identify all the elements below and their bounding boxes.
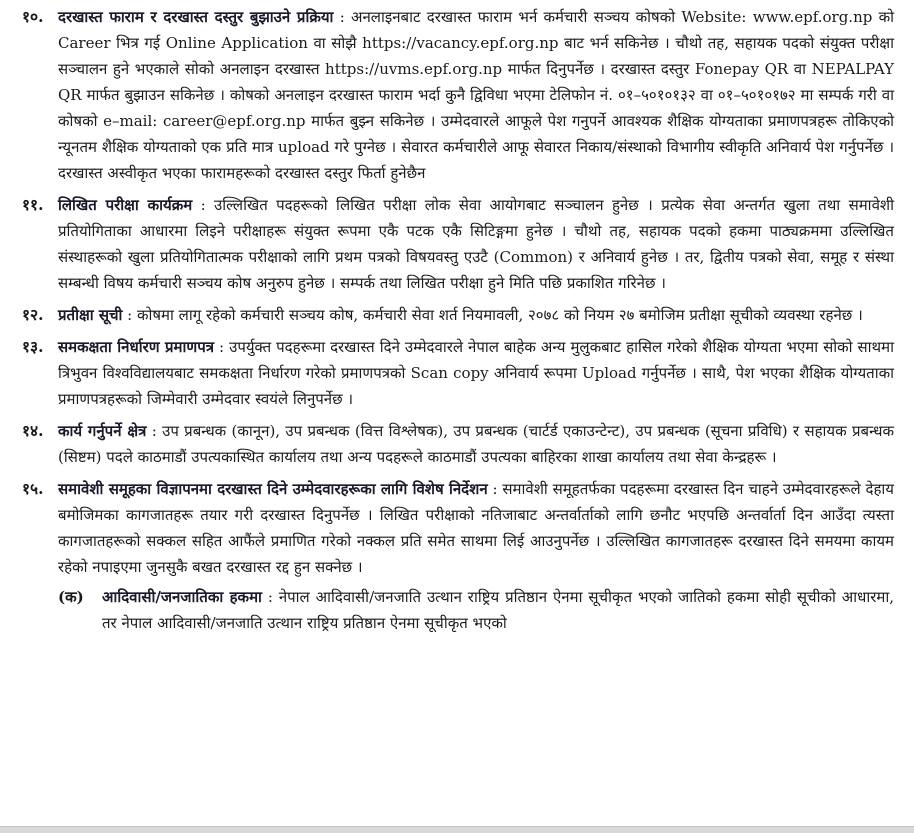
page-bottom-edge xyxy=(0,826,914,833)
section-heading: समावेशी समूहका विज्ञापनमा दरखास्त दिने उम्मेदवारहरूका लागि विशेष निर्देशन xyxy=(58,480,488,498)
section-heading: प्रतीक्षा सूची xyxy=(58,306,123,324)
section-body: : उपर्युक्त पदहरूमा दरखास्त दिने उम्मेदवारले नेपाल बाहेक अन्य मुलुकबाट हासिल गरेको शैक्षिक योग्यता भएमा सोको साथमा त्रिभुवन विश्वविद्यालयबाट समकक्षता निर्धारण गरेको प्रमाणपत्रको Scan copy अनिवार्य रूपमा Upload गर्नुपर्नेछ । साथै, पेश भएका शैक्षिक योग्यताका प्रमाणपत्रहरूको जिम्मेवारी उम्मेदवार स्वयंले लिनुपर्नेछ । xyxy=(58,338,894,408)
section-paragraph xyxy=(58,476,894,580)
section-paragraph xyxy=(58,302,894,328)
subsection-heading: आदिवासी/जनजातिका हकमा xyxy=(102,588,262,606)
section-body: : समावेशी समूहतर्फका पदहरूमा दरखास्त दिन चाहने उम्मेदवारहरूले देहाय बमोजिमका कागजातहरू तयार गरी दरखास्त दिनुपर्नेछ । लिखित परीक्षाको नतिजाबाट अन्तर्वार्ताको लागि छनौट भएपछि अन्तर्वार्ता दिन आउँदा त्यस्ता कागजातहरूको सक्कल सहित आफैंले प्रमाणित गरेको नक्कल प्रति समेत साथमा लिई आउनुपर्नेछ । उल्लिखित कागजातहरू दरखास्त दिने समयमा कायम रहेको नपाइएमा जुनसुकै बखत दरखास्त रद्द हुन सक्नेछ । xyxy=(58,480,895,576)
section-number: १५. xyxy=(22,479,44,498)
section-number: १०. xyxy=(22,7,44,26)
section-number: १२. xyxy=(22,305,44,324)
section-paragraph xyxy=(58,334,894,412)
section-15 xyxy=(22,476,894,580)
subsection-ka xyxy=(58,584,894,636)
section-13 xyxy=(22,334,894,412)
section-number: १३. xyxy=(22,337,44,356)
subsection-label: (क) xyxy=(58,588,84,606)
section-body: : उप प्रबन्धक (कानून), उप प्रबन्धक (वित्त विश्लेषक), उप प्रबन्धक (चार्टर्ड एकाउन्टेन्ट), उप प्रबन्धक (सूचना प्रविधि) र सहायक प्रबन्धक (सिष्टम) पदले काठमाडौं उपत्यकास्थित कार्यालय तथा अन्य पदहरूले काठमाडौं उपत्यका बाहिरका शाखा कार्यालय तथा सेवा केन्द्रहरू । xyxy=(58,422,895,466)
section-number: ११. xyxy=(22,195,44,214)
subsection-body: : नेपाल आदिवासी/जनजाति उत्थान राष्ट्रिय प्रतिष्ठान ऐनमा सूचीकृत भएको जातिको हकमा सोही सूचीको आधारमा, तर नेपाल आदिवासी/जनजाति उत्थान राष्ट्रिय प्रतिष्ठान ऐनमा सूचीकृत भएको xyxy=(102,588,894,632)
section-12 xyxy=(22,302,894,328)
section-14 xyxy=(22,418,894,470)
section-heading: समकक्षता निर्धारण प्रमाणपत्र xyxy=(58,338,215,356)
section-heading: दरखास्त फाराम र दरखास्त दस्तुर बुझाउने प्रक्रिया xyxy=(58,8,334,26)
subsection-paragraph xyxy=(102,584,894,636)
section-body: : कोषमा लागू रहेको कर्मचारी सञ्चय कोष, कर्मचारी सेवा शर्त नियमावली, २०७८ को नियम २७ बमोजिम प्रतीक्षा सूचीको व्यवस्था रहनेछ । xyxy=(122,306,863,324)
section-10 xyxy=(22,4,894,186)
section-heading: लिखित परीक्षा कार्यक्रम xyxy=(58,196,193,214)
section-paragraph xyxy=(58,192,894,296)
section-paragraph xyxy=(58,4,894,186)
section-body: : उल्लिखित पदहरूको लिखित परीक्षा लोक सेवा आयोगबाट सञ्चालन हुनेछ । प्रत्येक सेवा अन्तर्गत खुला तथा समावेशी प्रतियोगिताका आधारमा लिइने परीक्षाहरू संयुक्त रूपमा एकै पटक एकै सिटिङ्गमा हुनेछ । चौथो तह, सहायक पदको हकमा पाठ्यक्रममा उल्लिखित संस्थाहरूको खुला प्रतियोगितात्मक परीक्षाको लागि प्रथम पत्रको विषयवस्तु एउटै (Common) र अनिवार्य हुनेछ । तर, द्वितीय पत्रको सेवा, समूह र संस्था सम्बन्धी विषय कर्मचारी सञ्चय कोष अनुरुप हुनेछ । सम्पर्क तथा लिखित परीक्षा हुने मिति पछि प्रकाशित गरिनेछ । xyxy=(58,196,894,292)
section-11 xyxy=(22,192,894,296)
section-paragraph xyxy=(58,418,894,470)
section-body: : अनलाइनबाट दरखास्त फाराम भर्न कर्मचारी सञ्चय कोषको Website: www.epf.org.np को Career भित्र गई Online Application वा सोझै https://vacancy.epf.org.np बाट भर्न सकिनेछ । चौथो तह, सहायक पदको संयुक्त परीक्षा सञ्चालन हुने भएकाले सोको अनलाइन दरखास्त https://uvms.epf.org.np मार्फत दिनुपर्नेछ । दरखास्त दस्तुर Fonepay QR वा NEPALPAY QR मार्फत बुझाउन सकिनेछ । कोषको अनलाइन दरखास्त फाराम भर्दा कुनै द्विविधा भएमा टेलिफोन नं. ०१–५०१०१३२ वा ०१–५०१०१७२ मा सम्पर्क गरी वा कोषको e–mail: career@epf.org.np मार्फत बुझ्न सकिनेछ । उम्मेदवारले आफूले पेश गनुपर्ने आवश्यक शैक्षिक योग्यताका प्रमाणपत्रहरू तोकिएको न्यूनतम शैक्षिक योग्यताको एक प्रति मात्र upload गरे पुग्नेछ । सेवारत कर्मचारीले आफू सेवारत निकाय/संस्थाको विभागीय स्वीकृति अनिवार्य पेश गर्नुपर्नेछ । दरखास्त अस्वीकृत भएका फारामहरूको दरखास्त दस्तुर फिर्ता हुनेछैन xyxy=(58,8,894,182)
section-number: १४. xyxy=(22,421,44,440)
section-heading: कार्य गर्नुपर्ने क्षेत्र xyxy=(58,422,147,440)
